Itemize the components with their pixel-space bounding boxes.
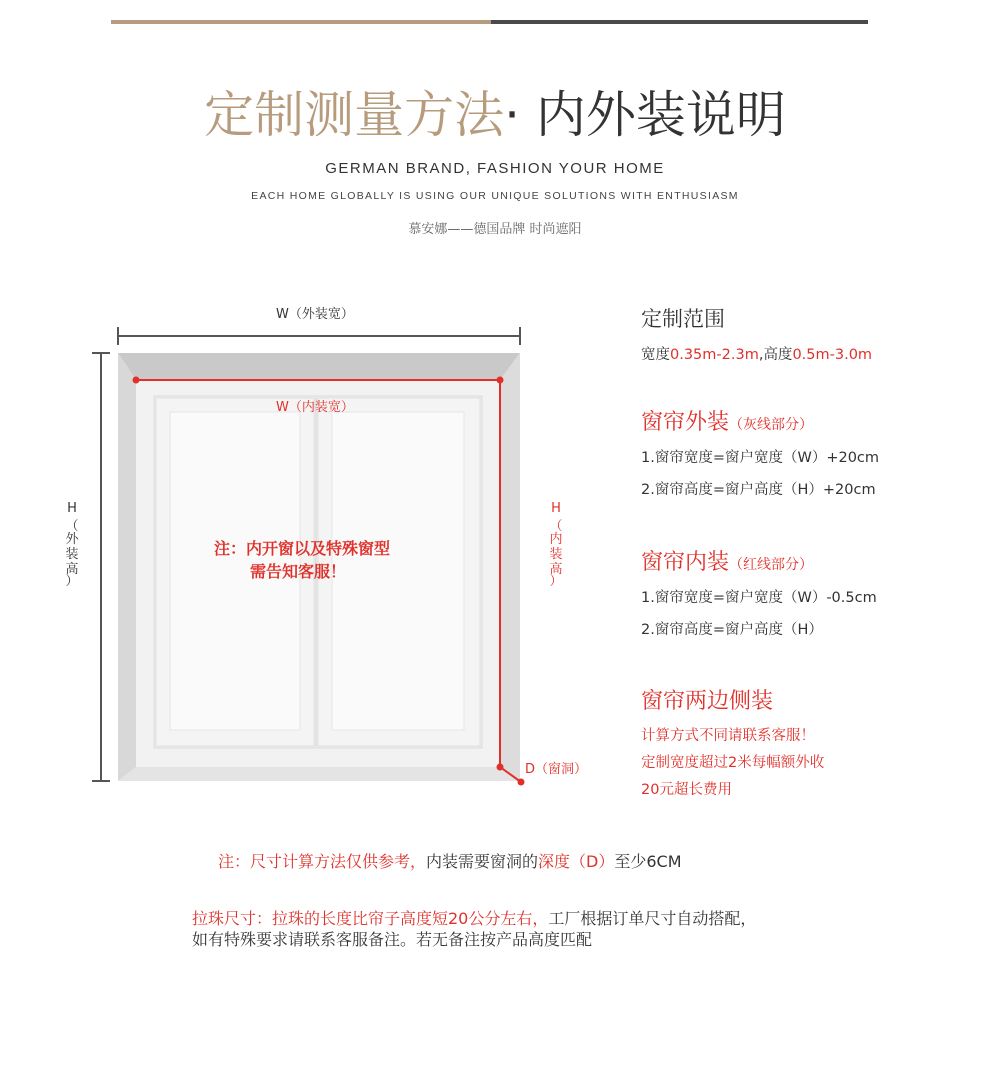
measure-note: [218, 849, 682, 872]
pull-bead-note-red: 拉珠尺寸：拉珠的长度比帘子高度短20公分左右，: [192, 909, 549, 928]
window-recess-bottom: [118, 767, 520, 781]
inner-height-char: 高: [549, 562, 563, 577]
side-install-line2: 定制宽度超过2米每幅额外收: [641, 755, 825, 771]
inner-width-label: W（内装宽）: [276, 400, 354, 415]
measure-note-dark: 内装需要窗洞的: [426, 852, 539, 871]
measure-note-min: 至少6CM: [614, 852, 682, 871]
outer-height-char: 装: [65, 547, 79, 562]
pull-bead-note-dark: 工厂根据订单尺寸自动搭配，: [548, 909, 757, 928]
range-title: 定制范围: [641, 307, 725, 331]
range-height-prefix: 高度: [763, 347, 793, 363]
inner-install-hint: （红线部分）: [729, 557, 814, 573]
window-note-line1: 注：内开窗以及特殊窗型: [214, 539, 391, 558]
tagline-cn: 慕安娜——德国品牌 时尚遮阳: [408, 222, 582, 237]
range-height-value: 0.5m-3.0m: [792, 347, 873, 363]
inner-height-char: ）: [549, 574, 563, 589]
outer-height-char: （: [65, 519, 79, 534]
measure-note-red: 注：尺寸计算方法仅供参考，: [218, 852, 427, 871]
pull-bead-note-line2: 如有特殊要求请联系客服备注。若无备注按产品高度匹配: [192, 930, 593, 949]
outer-height-char: 高: [65, 562, 79, 577]
side-install-line1: 计算方式不同请联系客服！: [641, 728, 815, 744]
inner-rule-2: 2.窗帘高度=窗户高度（H）: [641, 622, 823, 638]
outer-height-char: ）: [65, 574, 79, 589]
side-install-title: 窗帘两边侧装: [641, 689, 774, 714]
window-recess-top: [118, 353, 520, 380]
range-width-value: 0.35m-2.3m: [670, 347, 759, 363]
outer-height-label: [64, 501, 80, 587]
inner-height-char: 内: [549, 532, 563, 547]
range-width-prefix: 宽度: [641, 347, 670, 363]
outer-rule-1: 1.窗帘宽度=窗户宽度（W）+20cm: [641, 450, 880, 466]
outer-width-dimension: [118, 327, 520, 345]
range-values: [641, 343, 872, 364]
inner-height-letter: H: [551, 501, 561, 516]
inner-rule-1: 1.窗帘宽度=窗户宽度（W）-0.5cm: [641, 590, 877, 606]
outer-rule-2: 2.窗帘高度=窗户高度（H）+20cm: [641, 482, 876, 498]
depth-label: D（窗洞）: [525, 762, 588, 777]
outer-install-title: [641, 405, 813, 436]
inner-install-title: [641, 545, 813, 576]
side-install-line3: 20元超长费用: [641, 782, 732, 798]
inner-measure-dot-bottom: [497, 764, 504, 771]
inner-install-title-text: 窗帘内装: [641, 550, 730, 575]
outer-width-label: W（外装宽）: [276, 307, 354, 322]
outer-height-char: 外: [65, 532, 79, 547]
outer-install-hint: （灰线部分）: [729, 417, 814, 433]
inner-measure-dot-right: [497, 377, 504, 384]
subtitle-en: GERMAN BRAND, FASHION YOUR HOME: [325, 160, 665, 177]
outer-height-letter: H: [67, 501, 77, 516]
pull-bead-note-line1: [192, 906, 756, 929]
inner-height-char: 装: [549, 547, 563, 562]
title-separator: ·: [504, 86, 520, 144]
outer-install-title-text: 窗帘外装: [641, 410, 730, 435]
inner-measure-dot-left: [133, 377, 140, 384]
title-gold-part: 定制测量方法: [204, 86, 505, 144]
measure-note-depth: 深度（D）: [538, 852, 615, 871]
tagline-en: EACH HOME GLOBALLY IS USING OUR UNIQUE SOLUTIONS WITH ENTHUSIASM: [251, 190, 739, 202]
range-separator: ,: [758, 347, 764, 363]
inner-height-label: [548, 501, 564, 587]
depth-measure-dot: [518, 779, 525, 786]
window-recess-left: [118, 353, 136, 781]
outer-height-dimension: [92, 353, 110, 781]
inner-height-char: （: [549, 519, 563, 534]
window-note-line2: 需告知客服！: [250, 562, 347, 581]
window-glass-right: [332, 412, 464, 730]
window-recess-right: [500, 353, 520, 781]
title-dark-part: 内外装说明: [520, 86, 786, 144]
